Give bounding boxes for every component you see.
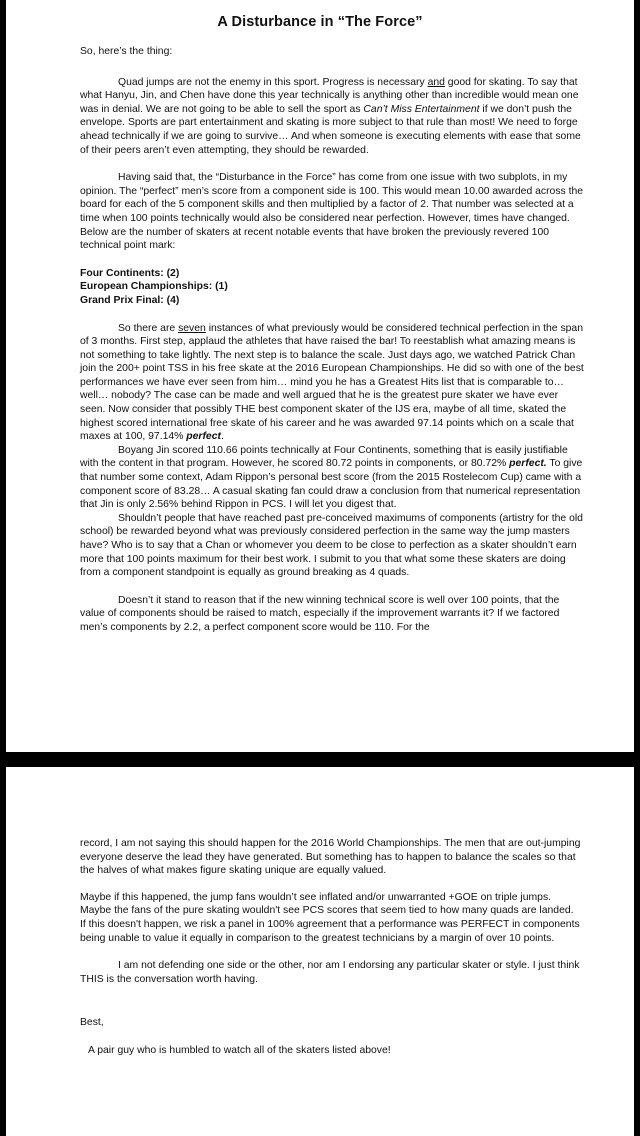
p3-underlined-seven: seven bbox=[178, 322, 206, 334]
paragraph-pure-skating-fans: Maybe the fans of the pure skating wouldn't see PCS scores that seem tied to how many quads are landed. bbox=[80, 905, 574, 917]
p1-text-c: if we don’t push the envelope. Sports are part entertainment and skating is more subject to that rule than most! We need to forge ahead technically if we are going to survive… And when someone is executing elements with ease that some of their peers aren’t even attempting, they should be rewarded. bbox=[80, 103, 581, 156]
document-page-2 bbox=[6, 767, 634, 1136]
event-grand-prix-final: Grand Prix Final: (4) bbox=[80, 294, 180, 306]
p1-text-b: good for skating. To say that what Hanyu, Jin, and Chen have done this year technically is anything other than incredible would mean one was in denial. We are not going to be able to sell the sport as bbox=[80, 76, 579, 115]
paragraph-components-reward: Shouldn’t people that have reached past pre-conceived maximums of components (artistry for the old school) be rewarded beyond what was previously considered perfection in the same way the jump masters have? Who is to say that a Chan or whomever you deem to be close to perfection as a skater shouldn’t earn more that 100 points maximum for their best work. I submit to you that what some these skaters are doing from a component standpoint is equally as ground breaking as 4 quads. bbox=[80, 512, 583, 579]
paragraph-jump-fans: Maybe if this happened, the jump fans wouldn’t see inflated and/or unwarranted +GOE on triple jumps. bbox=[80, 891, 552, 903]
p3-text-c: . bbox=[220, 431, 224, 443]
paragraph-stand-to-reason-part1: Doesn’t it stand to reason that if the new winning technical score is well over 100 points, that the value of components should be raised to match, especially if the improvement warrants it? If we factored men’s components by 2.2, a perfect component score would be 110. For the bbox=[80, 594, 560, 633]
event-european-championships: European Championships: (1) bbox=[80, 281, 228, 293]
event-four-continents: Four Continents: (2) bbox=[80, 267, 180, 279]
signature: A pair guy who is humbled to watch all of the skaters listed above! bbox=[88, 1044, 391, 1056]
p1-text-a: Quad jumps are not the enemy in this sport. Progress is necessary bbox=[118, 76, 428, 88]
paragraph-conversation: I am not defending one side or the other, nor am I endorsing any particular skater or style. I just think THIS is the conversation worth having. bbox=[80, 960, 580, 985]
document-page-1 bbox=[6, 0, 634, 752]
events-list bbox=[80, 267, 584, 308]
p1-underlined-and: and bbox=[427, 76, 445, 88]
p3-bold-italic-perfect: perfect bbox=[186, 431, 221, 443]
p4-bold-italic-perfect: perfect. bbox=[509, 458, 547, 470]
p4-text-b: To give that number some context, Adam Rippon’s personal best score (from the 2015 Rostelecom Cup) came with a component score of 83.28… A casual skating fan could draw a conclusion from that numerical representation that Jin is only 2.56% behind Rippon in PCS. I will let you digest that. bbox=[80, 458, 583, 511]
paragraph-perfect-panel: If this doesn't happen, we risk a panel in 100% agreement that a performance was PERFECT in components being unable to value it equally in comparison to the greatest technicians by a margin of over 10 points. bbox=[80, 918, 580, 944]
paragraph-boyang-jin bbox=[80, 444, 584, 512]
document-title: A Disturbance in “The Force” bbox=[217, 14, 423, 30]
paragraph-quad-jumps bbox=[80, 76, 584, 158]
p3-text-a: So there are bbox=[118, 322, 179, 334]
p3-text-b: instances of what previously would be considered technical perfection in the span of 3 months. First step, applaud the athletes that have raised the bar! To reestablish what amazing means is not something to take lightly. The next step is to balance the scale. Just days ago, we watched Patrick Chan join the 200+ point TSS in his free skate at the 2016 European Championships. He did so with one of the best performances we have ever seen from him… mind you he has a Greatest Hits list that is comparable to… well… nobody? The case can be made and well argued that he is the greatest pure skater we have ever seen. Now consider that possibly THE best component skater of the IJS era, maybe of all time, skated the highest scored international free skate of his career and he was awarded 97.14 points which on a scale that maxes at 100, 97.14% bbox=[80, 322, 584, 443]
greeting: So, here’s the thing: bbox=[80, 46, 173, 57]
paragraph-stand-to-reason-part2: record, I am not saying this should happen for the 2016 World Championships. The men that are out-jumping everyone deserve the lead they have generated. But something has to happen to balance the scales so that the halves of what makes figure skating unique are equally valued. bbox=[80, 838, 581, 877]
p1-italic-phrase: Can’t Miss Entertainment bbox=[363, 103, 480, 115]
p4-text-a: Boyang Jin scored 110.66 points technically at Four Continents, something that is easily justifiable with the content in that program. However, he scored 80.72 points in components, or 80.72% bbox=[80, 444, 568, 470]
closing: Best, bbox=[80, 1017, 104, 1029]
paragraph-disturbance: Having said that, the “Disturbance in the Force” has come from one issue with two subplots, in my opinion. The “perfect” men’s score from a component side is 100. This would mean 10.00 awarded across the board for each of the 5 component skills and then multiplied by a factor of 2. That number was selected at a time when 100 points technically would also be considered near perfection. However, times have changed. Below are the number of skaters at recent notable events that have broken the previously revered 100 technical point mark: bbox=[80, 172, 584, 252]
paragraph-seven-instances bbox=[80, 322, 584, 444]
